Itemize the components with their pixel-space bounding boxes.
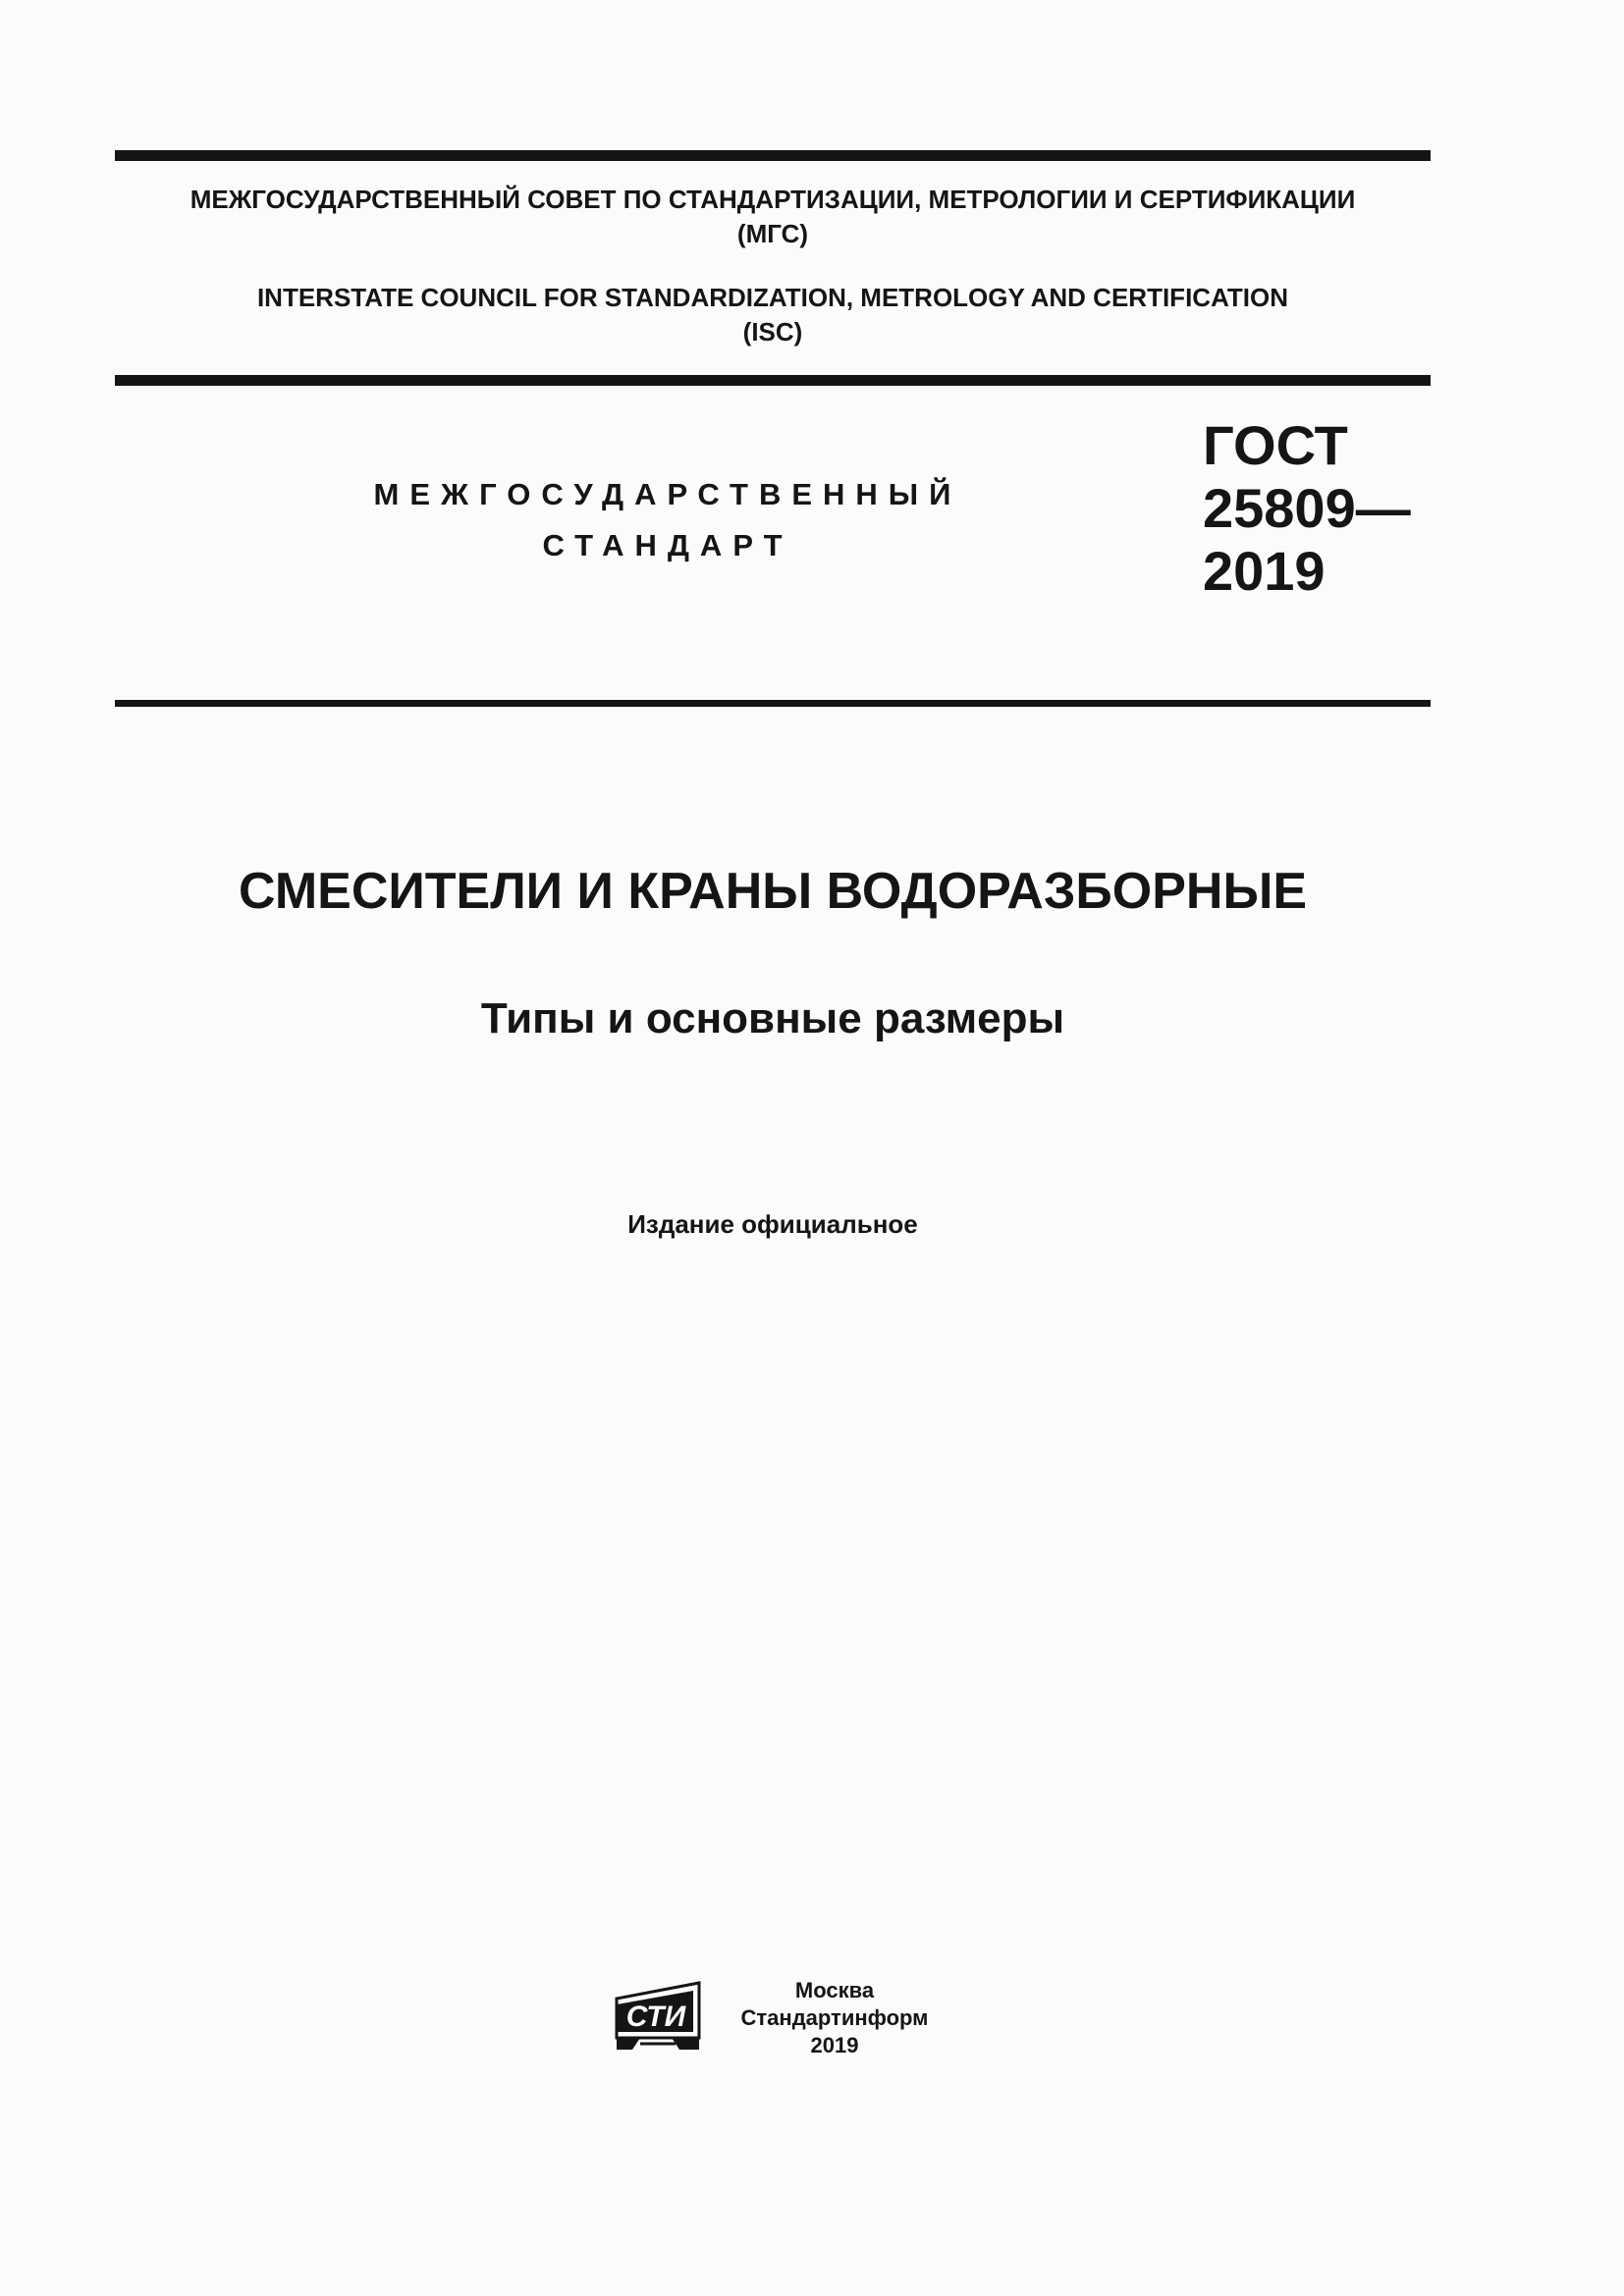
gost-number: 25809— [1203, 477, 1411, 539]
gost-designation [1203, 414, 1411, 603]
council-en-abbr: (ISC) [742, 317, 803, 347]
council-ru-name: МЕЖГОСУДАРСТВЕННЫЙ СОВЕТ ПО СТАНДАРТИЗАЦИИ, МЕТРОЛОГИИ И СЕРТИФИКАЦИИ [189, 185, 1356, 214]
bottom-rule [115, 700, 1431, 707]
publisher-year: 2019 [810, 2033, 859, 2057]
standard-kind-line2: СТАНДАРТ [542, 528, 793, 562]
council-en [115, 281, 1431, 349]
standard-kind [295, 469, 1041, 571]
council-en-name: INTERSTATE COUNCIL FOR STANDARDIZATION, METROLOGY AND CERTIFICATION [256, 283, 1289, 312]
top-rule [115, 150, 1431, 161]
council-ru-abbr: (МГС) [736, 219, 809, 248]
document-title: СМЕСИТЕЛИ И КРАНЫ ВОДОРАЗБОРНЫЕ [238, 863, 1308, 920]
publisher-imprint [717, 1977, 952, 2059]
standartinform-logo-icon [611, 1977, 705, 2056]
edition-note: Издание официальное [627, 1209, 918, 1239]
publisher-name: Стандартинформ [740, 2005, 929, 2030]
standard-kind-line1: МЕЖГОСУДАРСТВЕННЫЙ [373, 477, 962, 511]
council-ru [115, 183, 1431, 251]
middle-rule [115, 375, 1431, 386]
document-subtitle: Типы и основные размеры [480, 994, 1065, 1042]
publisher-city: Москва [794, 1978, 875, 2002]
gost-year: 2019 [1203, 540, 1326, 602]
logo-text: СТИ [625, 2001, 686, 2033]
gost-prefix: ГОСТ [1203, 414, 1348, 476]
